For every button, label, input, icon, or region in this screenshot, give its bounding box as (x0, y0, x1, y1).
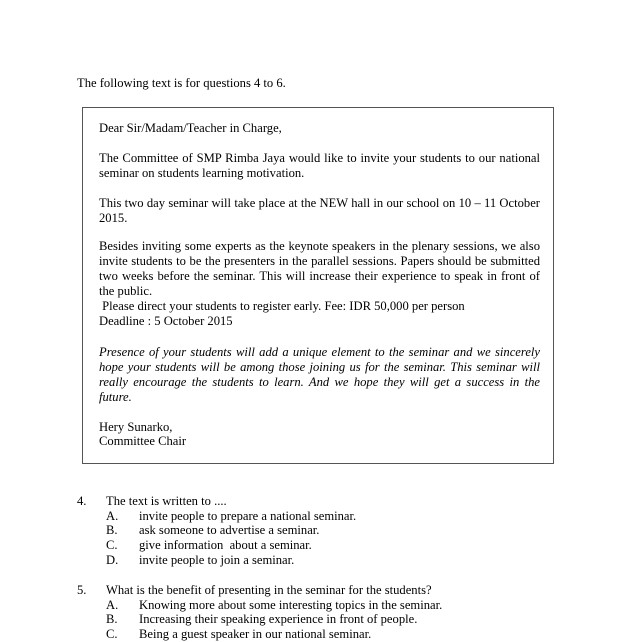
letter-deadline: Deadline : 5 October 2015 (99, 314, 233, 328)
letter-sender-name: Hery Sunarko, (99, 420, 173, 434)
question-5-text: What is the benefit of presenting in the seminar for the students? (106, 583, 432, 597)
letter-registration-fee: Please direct your students to register early. Fee: IDR 50,000 per person (99, 299, 465, 313)
letter-paragraph-schedule: This two day seminar will take place at the NEW hall in our school on 10 – 11 October 2015. (99, 196, 540, 225)
question-4-option-d-letter: D. (106, 553, 119, 567)
letter-paragraph-presenters: Besides inviting some experts as the keynote speakers in the plenary sessions, we also invite students to be the presenters in the parallel sessions. Papers should be submitted two weeks before the seminar. This will increase their experience to speak in front of the public. (99, 239, 540, 298)
question-4-option-b: ask someone to advertise a seminar. (139, 523, 320, 537)
intro-text: The following text is for questions 4 to 6. (77, 76, 286, 90)
letter-closing: Presence of your students will add a unique element to the seminar and we sincerely hope your students will be among those joining us for the seminar. This seminar will really encourage the students to learn. And we hope they will get a success in the future. (99, 345, 540, 404)
question-5-option-b-letter: B. (106, 612, 118, 626)
question-4-option-c: give information about a seminar. (139, 538, 312, 552)
letter-salutation: Dear Sir/Madam/Teacher in Charge, (99, 121, 282, 135)
letter-paragraph-invitation: The Committee of SMP Rimba Jaya would like to invite your students to our national seminar on students learning motivation. (99, 151, 540, 180)
question-5-number: 5. (77, 583, 87, 597)
question-5-option-a-letter: A. (106, 598, 119, 612)
question-5-option-a: Knowing more about some interesting topics in the seminar. (139, 598, 443, 612)
letter-sender-title: Committee Chair (99, 434, 187, 448)
question-4-option-a: invite people to prepare a national seminar. (139, 509, 357, 523)
question-5-option-b: Increasing their speaking experience in front of people. (139, 612, 418, 626)
question-4-option-c-letter: C. (106, 538, 118, 552)
question-4-option-b-letter: B. (106, 523, 118, 537)
question-4-option-d: invite people to join a seminar. (139, 553, 295, 567)
question-4-option-a-letter: A. (106, 509, 119, 523)
question-4-number: 4. (77, 494, 87, 508)
question-4-text: The text is written to .... (106, 494, 227, 508)
question-5-option-c-letter: C. (106, 627, 118, 641)
question-5-option-c: Being a guest speaker in our national seminar. (139, 627, 372, 641)
